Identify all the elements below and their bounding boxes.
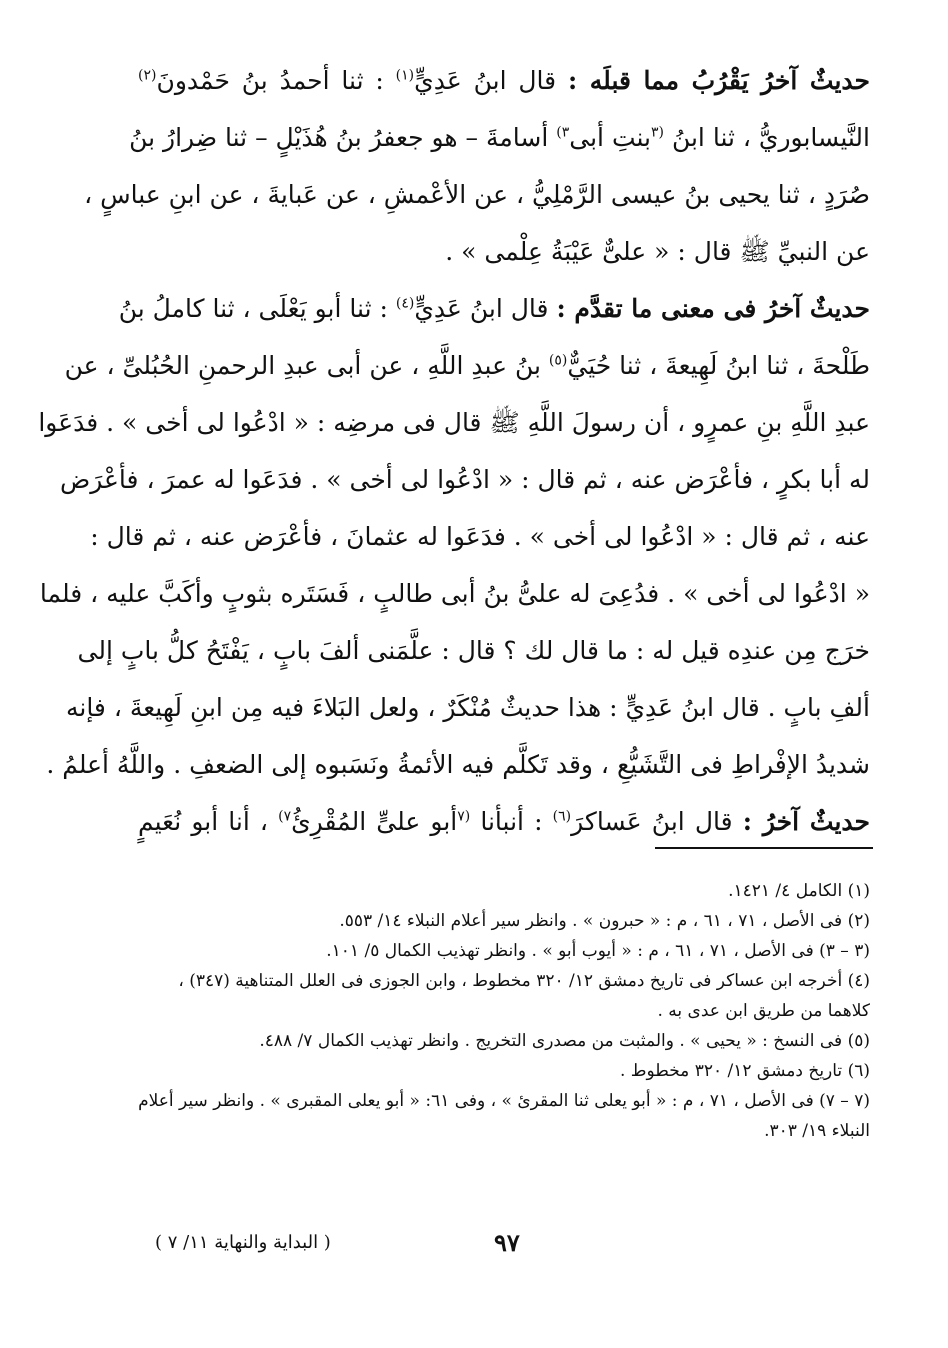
- footnote-line: (٣ – ٣) فى الأصل ، ٧١ ، ٦١ ، م : « أيوب أبو » . وانظر تهذيب الكمال ٥/ ١٠١.: [326, 941, 870, 961]
- text-span: بنُ عبدِ اللَّهِ ، عن أبى عبدِ الرحمنِ الحُبُلىِّ ، عن: [64, 351, 549, 380]
- footnote-ref: (٤): [395, 295, 415, 312]
- text-span: قال ابنُ عَدِيٍّ: [414, 66, 568, 95]
- page-number: ٩٧: [494, 1228, 520, 1257]
- text-line: [118, 280, 870, 337]
- main-text: [38, 52, 871, 850]
- text-line: [138, 52, 870, 109]
- book-reference: ( البداية والنهاية ١١/ ٧ ): [155, 1232, 331, 1253]
- text-span: ، أنا أبو نُعَيمٍ: [138, 807, 279, 836]
- text-span: عن النبيِّ ﷺ قال : « علىٌّ عَيْبَةُ عِلْمى » .: [445, 237, 870, 266]
- text-line: [64, 337, 870, 394]
- text-span: له أبا بكرٍ ، فأعْرَض عنه ، ثم قال : « ادْعُوا لى أخى » . فدَعَوا له عمرَ ، فأعْرَض: [60, 465, 870, 494]
- text-line: [77, 622, 870, 679]
- footnote-ref: (٧: [457, 808, 471, 825]
- footnote-line: النبلاء ١٩/ ٣٠٣.: [764, 1121, 870, 1141]
- footnote-ref: (٦): [552, 808, 572, 825]
- footnote-ref: (٥): [548, 352, 568, 369]
- text-line: [60, 451, 870, 508]
- footnote-line: (٥) فى النسخ : « يحيى » . والمثبت من مصدرى التخريج . وانظر تهذيب الكمال ٧/ ٤٨٨.: [259, 1031, 870, 1051]
- text-span: قال ابنُ عَساكرَ: [571, 807, 743, 836]
- text-span: ألفِ بابٍ . قال ابنُ عَدِيٍّ : هذا حديثٌ مُنْكَرٌ ، ولعل البَلاءَ فيه مِن ابنِ لَهِيعةَ ، فإنه: [65, 693, 870, 722]
- footnote-ref: (٣: [651, 124, 664, 141]
- footnote-ref: ٣): [556, 124, 570, 141]
- footnote-line: كلاهما من طريق ابن عدى به .: [657, 1001, 870, 1021]
- footnotes: [138, 876, 870, 1146]
- text-line: [39, 565, 870, 622]
- text-line: [90, 508, 870, 565]
- text-line: [138, 793, 870, 850]
- text-span: صُرَدٍ ، ثنا يحيى بنُ عيسى الرَّمْلِيُّ ، عن الأعْمشِ ، عن عَبايةَ ، عن ابنِ عباسٍ ،: [84, 180, 870, 209]
- text-span: بنتِ أبى: [569, 123, 651, 152]
- text-span: النَّيسابوريُّ ، ثنا ابنُ: [664, 123, 870, 152]
- footnote-ref: (١): [395, 67, 415, 84]
- text-span: قال ابنُ عَدِيٍّ: [414, 294, 557, 323]
- heading-span: حديثٌ آخرُ يَقْرُبُ مما قبلَه :: [567, 66, 871, 95]
- text-line: [129, 109, 870, 166]
- footnote-line: (٤) أخرجه ابن عساكر فى تاريخ دمشق ١٢/ ٣٢٠ مخطوط ، وابن الجوزى فى العلل المتناهية (٣٤٧) ،: [178, 971, 870, 991]
- text-line: [46, 736, 870, 793]
- text-line: [65, 679, 870, 736]
- footnote-line: (١) الكامل ٤/ ١٤٢١.: [728, 881, 870, 901]
- text-span: خرَج مِن عندِه قيل له : ما قال لك ؟ قال : علَّمَنى ألفَ بابٍ ، يَفْتَحُ كلُّ بابٍ إلى: [77, 636, 870, 665]
- text-span: عبدِ اللَّهِ بنِ عمرٍو ، أن رسولَ اللَّهِ ﷺ قال فى مرضِه : « ادْعُوا لى أخى » . فدَعَوا: [38, 408, 870, 437]
- footnote-separator: [655, 847, 873, 849]
- text-span: : ثنا أبو يَعْلَى ، ثنا كاملُ بنُ: [118, 294, 396, 323]
- text-line: [138, 223, 870, 280]
- footnote-ref: (٢): [138, 67, 157, 84]
- footnote-line: (٧ – ٧) فى الأصل ، ٧١ ، م : « أبو يعلى ثنا المقرئ » ، وفى ٦١: « أبو يعلى المقبرى » . وانظر سير أعلام: [138, 1091, 870, 1111]
- footnote-line: (٦) تاريخ دمشق ١٢/ ٣٢٠ مخطوط .: [619, 1061, 870, 1081]
- text-span: « ادْعُوا لى أخى » . فدُعِىَ له علىُّ بنُ أبى طالبٍ ، فَسَتَره بثوبٍ وأكَبَّ عليه ، فلما: [39, 579, 870, 608]
- footnote-ref: ٧): [278, 808, 292, 825]
- text-span: أبو علىٍّ المُقْرِئُ: [291, 807, 458, 836]
- heading-span: حديثٌ آخرُ :: [742, 807, 870, 836]
- text-line: [38, 394, 870, 451]
- text-span: : ثنا أحمدُ بنُ حَمْدونَ: [156, 66, 396, 95]
- footnote-line: (٢) فى الأصل ، ٧١ ، ٦١ ، م : « حبرون » . وانظر سير أعلام النبلاء ١٤/ ٥٥٣.: [339, 911, 870, 931]
- text-span: : أنبأنا: [470, 807, 553, 836]
- text-span: طَلْحةَ ، ثنا ابنُ لَهِيعةَ ، ثنا حُيَيٌّ: [567, 351, 870, 380]
- text-span: عنه ، ثم قال : « ادْعُوا لى أخى » . فدَعَوا له عثمانَ ، فأعْرَض عنه ، ثم قال :: [90, 522, 870, 551]
- text-span: شديدُ الإفْراطِ فى التَّشَيُّعِ ، وقد تَكلَّم فيه الأئمةُ ونَسَبوه إلى الضعفِ . واللَّهُ أعلمُ .: [46, 750, 870, 779]
- heading-span: حديثٌ آخرُ فى معنى ما تقدَّم :: [556, 294, 870, 323]
- text-line: [84, 166, 870, 223]
- text-span: أسامةَ – هو جعفرُ بنُ هُذَيْلٍ – ثنا ضِرارُ بنُ: [129, 123, 557, 152]
